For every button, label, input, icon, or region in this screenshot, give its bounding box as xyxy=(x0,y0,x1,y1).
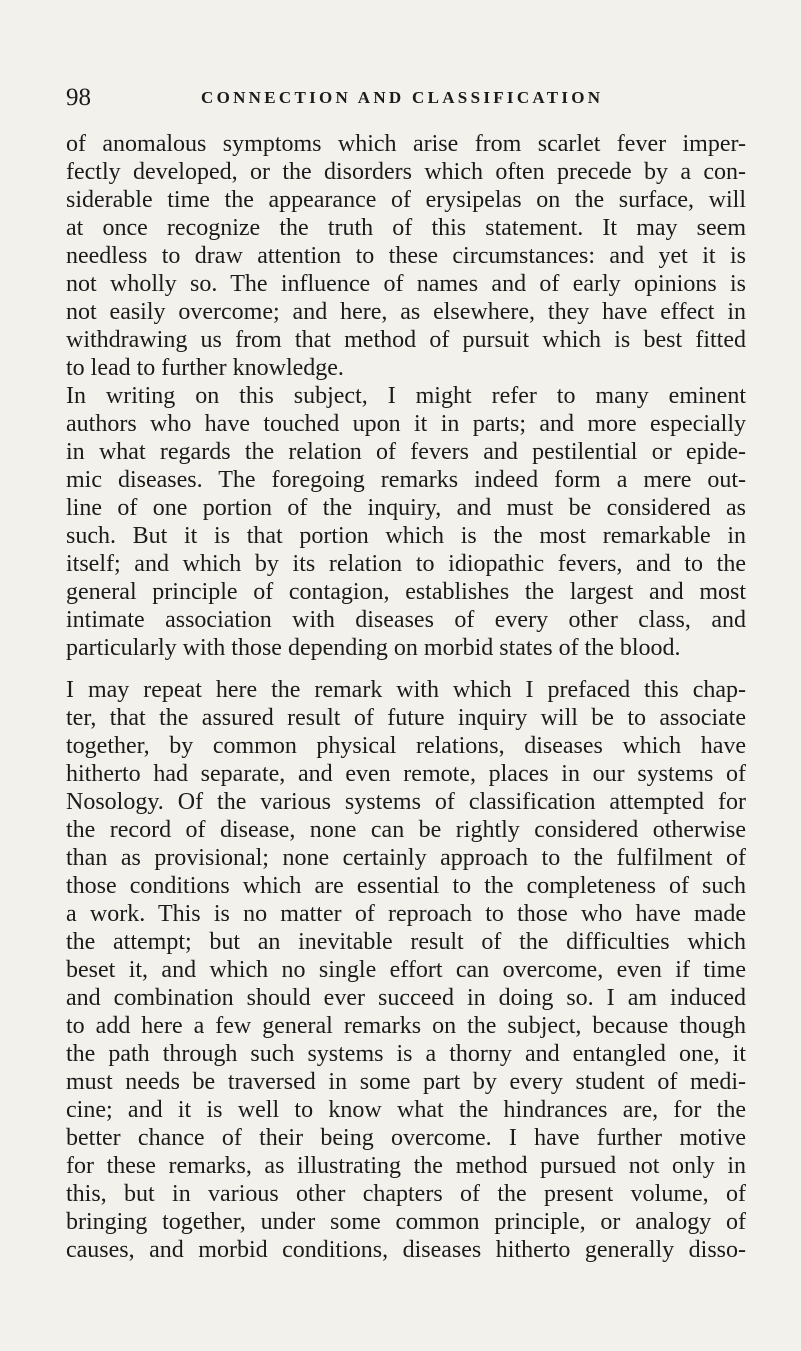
text-line: those conditions which are essential to the completeness of such xyxy=(66,873,746,899)
text-line: a work. This is no matter of reproach to those who have made xyxy=(66,901,746,927)
text-line: causes, and morbid conditions, diseases hitherto generally disso- xyxy=(66,1237,746,1263)
text-line: than as provisional; none certainly approach to the fulfilment of xyxy=(66,845,746,871)
text-line: In writing on this subject, I might refer to many eminent xyxy=(66,383,746,409)
text-line: siderable time the appearance of erysipelas on the surface, will xyxy=(66,187,746,213)
text-line: better chance of their being overcome. I have further motive xyxy=(66,1125,746,1151)
text-line: the path through such systems is a thorny and entangled one, it xyxy=(66,1041,746,1067)
text-line: for these remarks, as illustrating the method pursued not only in xyxy=(66,1153,746,1179)
text-line: Nosology. Of the various systems of classification attempted for xyxy=(66,789,746,815)
paragraph xyxy=(66,130,746,382)
text-line: the record of disease, none can be rightly considered otherwise xyxy=(66,817,746,843)
text-line: bringing together, under some common principle, or analogy of xyxy=(66,1209,746,1235)
running-title: CONNECTION AND CLASSIFICATION xyxy=(201,88,604,107)
text-line: at once recognize the truth of this statement. It may seem xyxy=(66,215,746,241)
text-line: withdrawing us from that method of pursuit which is best fitted xyxy=(66,327,746,353)
text-line: the attempt; but an inevitable result of the difficulties which xyxy=(66,929,746,955)
text-line: not wholly so. The influence of names and of early opinions is xyxy=(66,271,746,297)
text-line: authors who have touched upon it in parts; and more especially xyxy=(66,411,746,437)
text-line: I may repeat here the remark with which I prefaced this chap- xyxy=(66,677,746,703)
text-line: such. But it is that portion which is the most remarkable in xyxy=(66,523,746,549)
paragraph xyxy=(66,382,746,662)
paragraph xyxy=(66,676,746,1264)
text-line: and combination should ever succeed in doing so. I am induced xyxy=(66,985,746,1011)
text-line: intimate association with diseases of every other class, and xyxy=(66,607,746,633)
text-line: not easily overcome; and here, as elsewhere, they have effect in xyxy=(66,299,746,325)
text-line: ter, that the assured result of future inquiry will be to associate xyxy=(66,705,746,731)
text-line: of anomalous symptoms which arise from scarlet fever imper- xyxy=(66,131,746,157)
text-line: mic diseases. The foregoing remarks indeed form a mere out- xyxy=(66,467,746,493)
text-line: this, but in various other chapters of the present volume, of xyxy=(66,1181,746,1207)
text-line: together, by common physical relations, diseases which have xyxy=(66,733,746,759)
text-line: particularly with those depending on morbid states of the blood. xyxy=(66,635,681,661)
text-line: to add here a few general remarks on the subject, because though xyxy=(66,1013,746,1039)
text-line: general principle of contagion, establishes the largest and most xyxy=(66,579,746,605)
text-line: line of one portion of the inquiry, and must be considered as xyxy=(66,495,746,521)
running-head xyxy=(66,78,746,118)
text-line: to lead to further knowledge. xyxy=(66,355,344,381)
text-line: must needs be traversed in some part by every student of medi- xyxy=(66,1069,746,1095)
text-line: cine; and it is well to know what the hindrances are, for the xyxy=(66,1097,746,1123)
text-line: needless to draw attention to these circumstances: and yet it is xyxy=(66,243,746,269)
text-line: fectly developed, or the disorders which often precede by a con- xyxy=(66,159,746,185)
body-text xyxy=(66,130,746,1264)
text-line: in what regards the relation of fevers and pestilential or epide- xyxy=(66,439,746,465)
paragraph-gap xyxy=(66,662,746,676)
book-page xyxy=(66,78,746,1264)
text-line: beset it, and which no single effort can overcome, even if time xyxy=(66,957,746,983)
text-line: itself; and which by its relation to idiopathic fevers, and to the xyxy=(66,551,746,577)
page-number: 98 xyxy=(66,84,91,111)
text-line: hitherto had separate, and even remote, places in our systems of xyxy=(66,761,746,787)
